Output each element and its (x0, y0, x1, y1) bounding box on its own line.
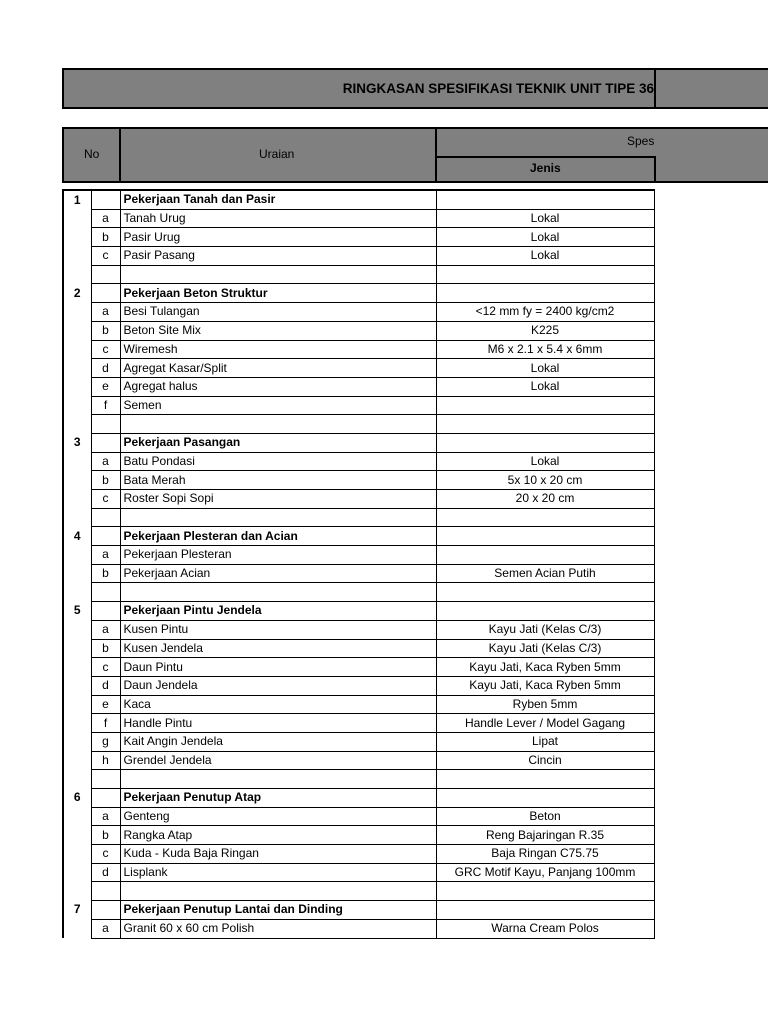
table-row (63, 228, 654, 247)
row-sub-index: a (91, 209, 120, 228)
row-specification: Lokal (436, 228, 654, 247)
table-row (63, 303, 654, 322)
row-number (63, 452, 91, 471)
row-sub-index (91, 508, 120, 527)
row-specification (436, 265, 654, 284)
row-number (63, 359, 91, 378)
row-number: 4 (63, 527, 91, 546)
row-sub-index: e (91, 695, 120, 714)
table-row (63, 845, 654, 864)
row-description: Pekerjaan Beton Struktur (120, 284, 436, 303)
row-sub-index: c (91, 490, 120, 509)
row-number (63, 770, 91, 789)
row-description: Grendel Jendela (120, 751, 436, 770)
row-sub-index (91, 901, 120, 920)
row-sub-index: b (91, 471, 120, 490)
table-row (63, 583, 654, 602)
table-row (63, 807, 654, 826)
row-specification: Semen Acian Putih (436, 564, 654, 583)
row-sub-index (91, 265, 120, 284)
row-number (63, 546, 91, 565)
table-row (63, 433, 654, 452)
row-specification (436, 415, 654, 434)
row-sub-index (91, 527, 120, 546)
row-description (120, 265, 436, 284)
row-number (63, 639, 91, 658)
row-description: Pekerjaan Pintu Jendela (120, 602, 436, 621)
row-specification: 5x 10 x 20 cm (436, 471, 654, 490)
row-number (63, 620, 91, 639)
row-number (63, 303, 91, 322)
row-description (120, 583, 436, 602)
row-specification (436, 508, 654, 527)
row-description: Batu Pondasi (120, 452, 436, 471)
table-row (63, 676, 654, 695)
row-description: Pekerjaan Pasangan (120, 433, 436, 452)
row-description: Agregat Kasar/Split (120, 359, 436, 378)
table-row (63, 471, 654, 490)
row-description: Semen (120, 396, 436, 415)
header-divider (654, 156, 656, 183)
row-description: Pasir Pasang (120, 247, 436, 266)
table-row (63, 359, 654, 378)
row-sub-index: e (91, 377, 120, 396)
row-sub-index: g (91, 732, 120, 751)
row-description: Tanah Urug (120, 209, 436, 228)
table-row (63, 789, 654, 808)
row-sub-index: c (91, 247, 120, 266)
row-specification: Reng Bajaringan R.35 (436, 826, 654, 845)
row-number (63, 415, 91, 434)
table-row (63, 826, 654, 845)
header-spesifikasi: Spes (627, 134, 655, 148)
table-row (63, 340, 654, 359)
row-number (63, 882, 91, 901)
row-description: Kuda - Kuda Baja Ringan (120, 845, 436, 864)
row-number (63, 676, 91, 695)
row-description: Pekerjaan Plesteran dan Acian (120, 527, 436, 546)
row-number (63, 863, 91, 882)
row-specification: Lipat (436, 732, 654, 751)
row-number (63, 732, 91, 751)
row-description: Granit 60 x 60 cm Polish (120, 919, 436, 938)
table-row (63, 284, 654, 303)
row-specification (436, 602, 654, 621)
row-description (120, 508, 436, 527)
row-description: Pekerjaan Penutup Lantai dan Dinding (120, 901, 436, 920)
row-specification (436, 527, 654, 546)
row-number (63, 583, 91, 602)
table-row (63, 639, 654, 658)
table-row (63, 265, 654, 284)
row-number (63, 377, 91, 396)
row-specification: Lokal (436, 247, 654, 266)
row-number: 2 (63, 284, 91, 303)
row-specification: <12 mm fy = 2400 kg/cm2 (436, 303, 654, 322)
row-number (63, 564, 91, 583)
row-number (63, 826, 91, 845)
row-specification: Beton (436, 807, 654, 826)
row-sub-index (91, 190, 120, 209)
row-sub-index (91, 882, 120, 901)
row-specification (436, 901, 654, 920)
row-description: Handle Pintu (120, 714, 436, 733)
table-row (63, 415, 654, 434)
row-specification: Handle Lever / Model Gagang (436, 714, 654, 733)
row-number (63, 396, 91, 415)
row-sub-index: a (91, 620, 120, 639)
row-specification: Cincin (436, 751, 654, 770)
row-sub-index: d (91, 359, 120, 378)
row-specification: M6 x 2.1 x 5.4 x 6mm (436, 340, 654, 359)
table-row (63, 620, 654, 639)
row-sub-index: b (91, 321, 120, 340)
row-description: Beton Site Mix (120, 321, 436, 340)
row-sub-index: b (91, 564, 120, 583)
row-sub-index (91, 415, 120, 434)
row-description: Roster Sopi Sopi (120, 490, 436, 509)
table-row (63, 546, 654, 565)
table-row (63, 377, 654, 396)
row-number (63, 340, 91, 359)
row-sub-index: c (91, 845, 120, 864)
row-sub-index: f (91, 714, 120, 733)
row-description: Daun Jendela (120, 676, 436, 695)
row-specification: Lokal (436, 452, 654, 471)
row-number (63, 490, 91, 509)
row-number (63, 508, 91, 527)
row-description: Lisplank (120, 863, 436, 882)
row-specification: Kayu Jati, Kaca Ryben 5mm (436, 658, 654, 677)
row-specification: Ryben 5mm (436, 695, 654, 714)
row-number (63, 228, 91, 247)
header-jenis: Jenis (530, 161, 561, 175)
table-row (63, 190, 654, 209)
row-specification: Kayu Jati (Kelas C/3) (436, 620, 654, 639)
document-title: RINGKASAN SPESIFIKASI TEKNIK UNIT TIPE 36 (342, 81, 654, 96)
row-specification: Lokal (436, 377, 654, 396)
row-sub-index: c (91, 340, 120, 359)
row-sub-index (91, 284, 120, 303)
row-specification (436, 882, 654, 901)
row-sub-index: f (91, 396, 120, 415)
row-description: Besi Tulangan (120, 303, 436, 322)
row-description: Rangka Atap (120, 826, 436, 845)
row-specification: Baja Ringan C75.75 (436, 845, 654, 864)
row-sub-index: d (91, 863, 120, 882)
row-specification (436, 433, 654, 452)
table-row (63, 658, 654, 677)
row-number (63, 265, 91, 284)
row-description (120, 770, 436, 789)
row-sub-index (91, 770, 120, 789)
spec-table (62, 189, 655, 939)
table-row (63, 882, 654, 901)
row-number: 6 (63, 789, 91, 808)
table-row (63, 863, 654, 882)
table-row (63, 602, 654, 621)
title-divider (654, 68, 656, 109)
row-number: 5 (63, 602, 91, 621)
row-description: Bata Merah (120, 471, 436, 490)
row-description: Pekerjaan Penutup Atap (120, 789, 436, 808)
row-sub-index: a (91, 807, 120, 826)
row-description: Wiremesh (120, 340, 436, 359)
row-number (63, 658, 91, 677)
row-specification: Lokal (436, 359, 654, 378)
row-number: 3 (63, 433, 91, 452)
row-number (63, 714, 91, 733)
row-specification: Kayu Jati, Kaca Ryben 5mm (436, 676, 654, 695)
table-row (63, 452, 654, 471)
row-specification: GRC Motif Kayu, Panjang 100mm (436, 863, 654, 882)
row-specification (436, 546, 654, 565)
title-bar (62, 68, 768, 109)
row-sub-index: a (91, 303, 120, 322)
row-specification: Warna Cream Polos (436, 919, 654, 938)
row-description: Pekerjaan Plesteran (120, 546, 436, 565)
header-uraian: Uraian (259, 147, 295, 161)
row-description: Daun Pintu (120, 658, 436, 677)
row-sub-index (91, 433, 120, 452)
row-description: Pasir Urug (120, 228, 436, 247)
row-number (63, 695, 91, 714)
header-divider (435, 127, 437, 183)
row-description: Kait Angin Jendela (120, 732, 436, 751)
row-sub-index (91, 583, 120, 602)
row-number (63, 845, 91, 864)
header-divider (436, 156, 655, 158)
row-specification: K225 (436, 321, 654, 340)
row-specification (436, 190, 654, 209)
row-specification (436, 284, 654, 303)
table-row (63, 695, 654, 714)
row-description (120, 415, 436, 434)
row-number: 1 (63, 190, 91, 209)
row-specification: Lokal (436, 209, 654, 228)
row-number (63, 807, 91, 826)
row-sub-index: b (91, 639, 120, 658)
row-description: Agregat halus (120, 377, 436, 396)
header-divider (119, 127, 121, 183)
table-row (63, 321, 654, 340)
row-specification (436, 396, 654, 415)
table-row (63, 901, 654, 920)
row-specification (436, 789, 654, 808)
row-sub-index (91, 602, 120, 621)
row-specification: 20 x 20 cm (436, 490, 654, 509)
row-number (63, 209, 91, 228)
table-row (63, 508, 654, 527)
row-sub-index: a (91, 919, 120, 938)
table-header (62, 127, 768, 183)
row-specification (436, 770, 654, 789)
row-sub-index: a (91, 452, 120, 471)
row-description: Kusen Jendela (120, 639, 436, 658)
table-row (63, 490, 654, 509)
row-number (63, 321, 91, 340)
table-row (63, 564, 654, 583)
table-row (63, 396, 654, 415)
row-number (63, 247, 91, 266)
row-number (63, 919, 91, 938)
table-row (63, 714, 654, 733)
row-sub-index: a (91, 546, 120, 565)
table-row (63, 209, 654, 228)
row-description: Genteng (120, 807, 436, 826)
table-row (63, 527, 654, 546)
row-number: 7 (63, 901, 91, 920)
row-specification: Kayu Jati (Kelas C/3) (436, 639, 654, 658)
row-sub-index: b (91, 228, 120, 247)
header-no: No (84, 147, 100, 161)
row-description (120, 882, 436, 901)
row-sub-index: d (91, 676, 120, 695)
table-row (63, 751, 654, 770)
row-sub-index: h (91, 751, 120, 770)
row-number (63, 471, 91, 490)
row-description: Pekerjaan Acian (120, 564, 436, 583)
row-description: Kaca (120, 695, 436, 714)
row-specification (436, 583, 654, 602)
table-row (63, 770, 654, 789)
row-sub-index: c (91, 658, 120, 677)
table-row (63, 247, 654, 266)
table-row (63, 919, 654, 938)
row-sub-index (91, 789, 120, 808)
row-description: Pekerjaan Tanah dan Pasir (120, 190, 436, 209)
table-row (63, 732, 654, 751)
row-number (63, 751, 91, 770)
row-sub-index: b (91, 826, 120, 845)
row-description: Kusen Pintu (120, 620, 436, 639)
